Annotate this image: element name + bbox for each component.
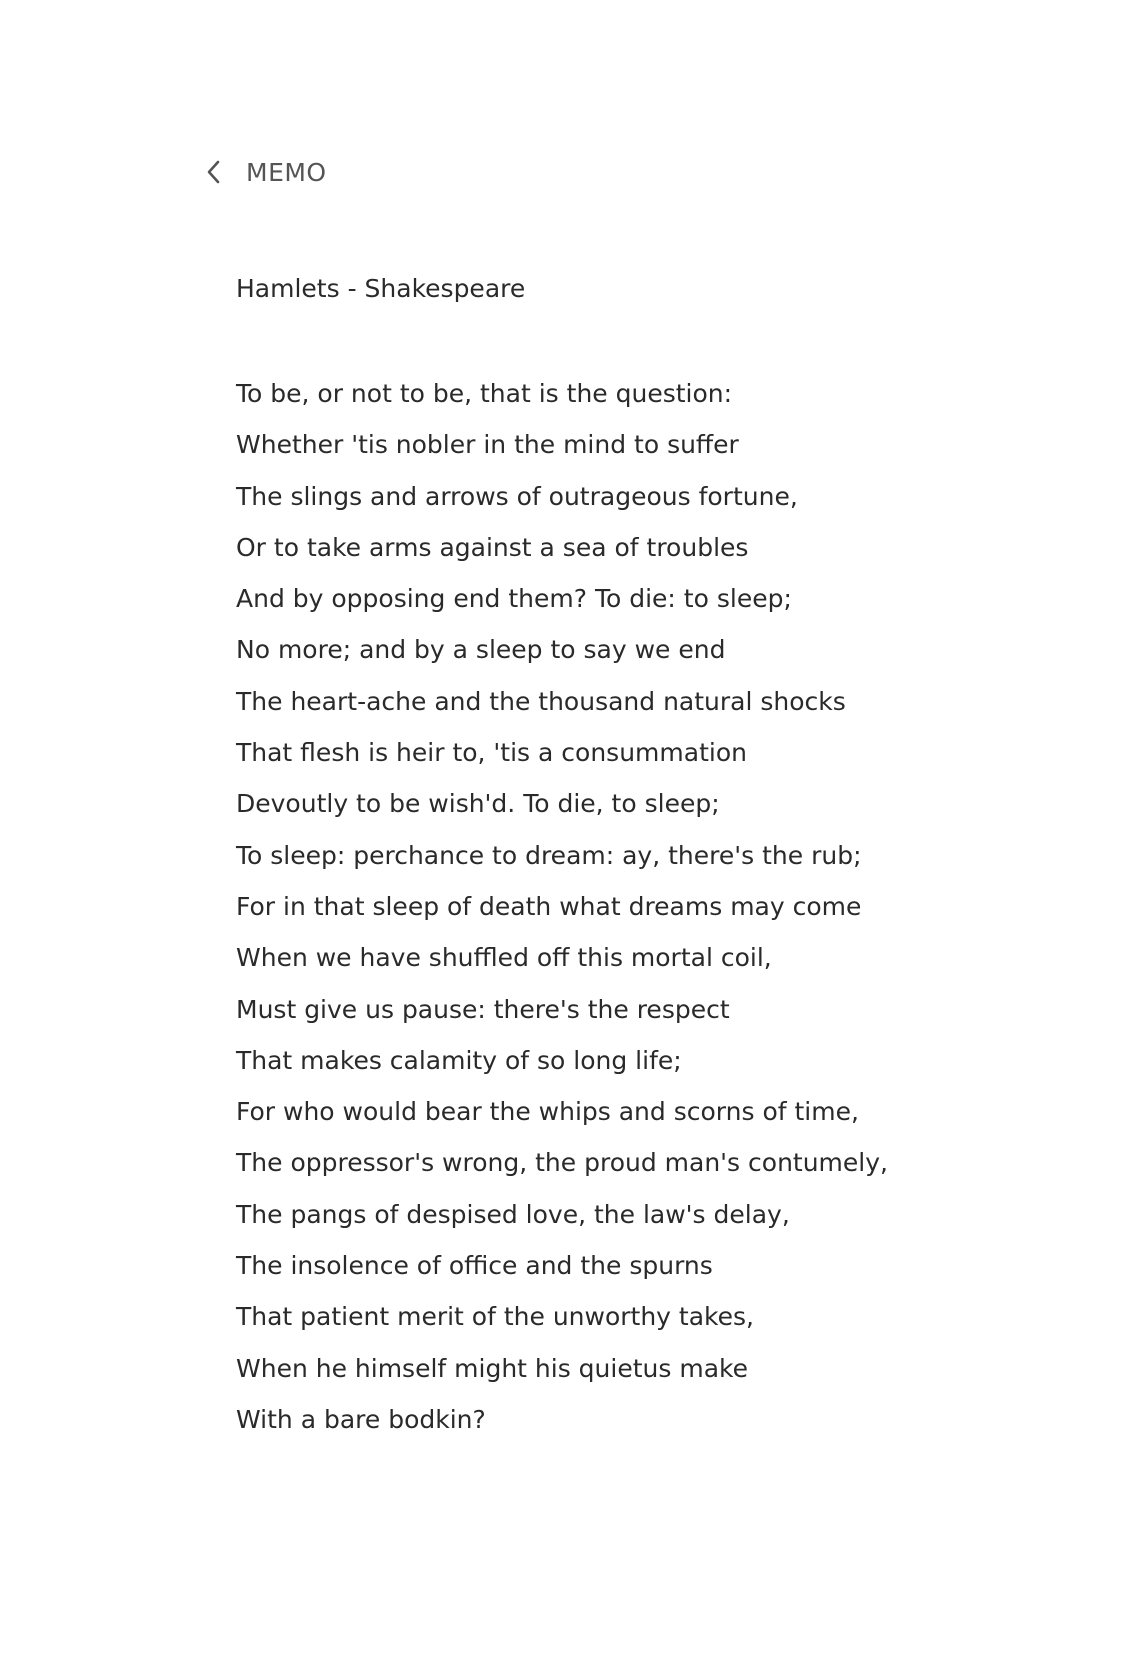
memo-title: Hamlets - Shakespeare [236, 274, 526, 303]
memo-line: Or to take arms against a sea of troubles [236, 532, 749, 562]
memo-line: When he himself might his quietus make [236, 1353, 748, 1383]
memo-line: That flesh is heir to, 'tis a consummation [236, 738, 747, 768]
memo-line: Devoutly to be wish'd. To die, to sleep; [236, 789, 720, 819]
memo-line: That patient merit of the unworthy takes, [236, 1302, 754, 1332]
memo-line: Whether 'tis nobler in the mind to suffer [236, 430, 739, 460]
back-to-memo-button[interactable] [204, 150, 327, 194]
memo-line: For in that sleep of death what dreams may come [236, 891, 862, 921]
memo-line: For who would bear the whips and scorns of time, [236, 1097, 859, 1127]
memo-line: The insolence of office and the spurns [236, 1251, 713, 1281]
memo-line: Must give us pause: there's the respect [236, 994, 730, 1024]
memo-line: The slings and arrows of outrageous fortune, [236, 481, 798, 511]
memo-line: To be, or not to be, that is the question: [236, 379, 733, 408]
memo-line: The heart-ache and the thousand natural shocks [236, 686, 846, 716]
memo-text [236, 368, 1056, 1445]
memo-line: With a bare bodkin? [236, 1404, 486, 1434]
memo-line: The pangs of despised love, the law's delay, [236, 1199, 790, 1229]
chevron-left-icon[interactable] [204, 158, 224, 186]
memo-line: When we have shuffled off this mortal coil, [236, 943, 772, 973]
memo-line: That makes calamity of so long life; [236, 1045, 682, 1075]
memo-content[interactable] [236, 266, 1056, 1445]
memo-line: The oppressor's wrong, the proud man's contumely, [236, 1148, 888, 1178]
memo-line: And by opposing end them? To die: to sleep; [236, 584, 792, 614]
memo-line: To sleep: perchance to dream: ay, there's the rub; [236, 840, 862, 870]
memo-line: No more; and by a sleep to say we end [236, 635, 726, 665]
header-title: MEMO [246, 157, 327, 187]
